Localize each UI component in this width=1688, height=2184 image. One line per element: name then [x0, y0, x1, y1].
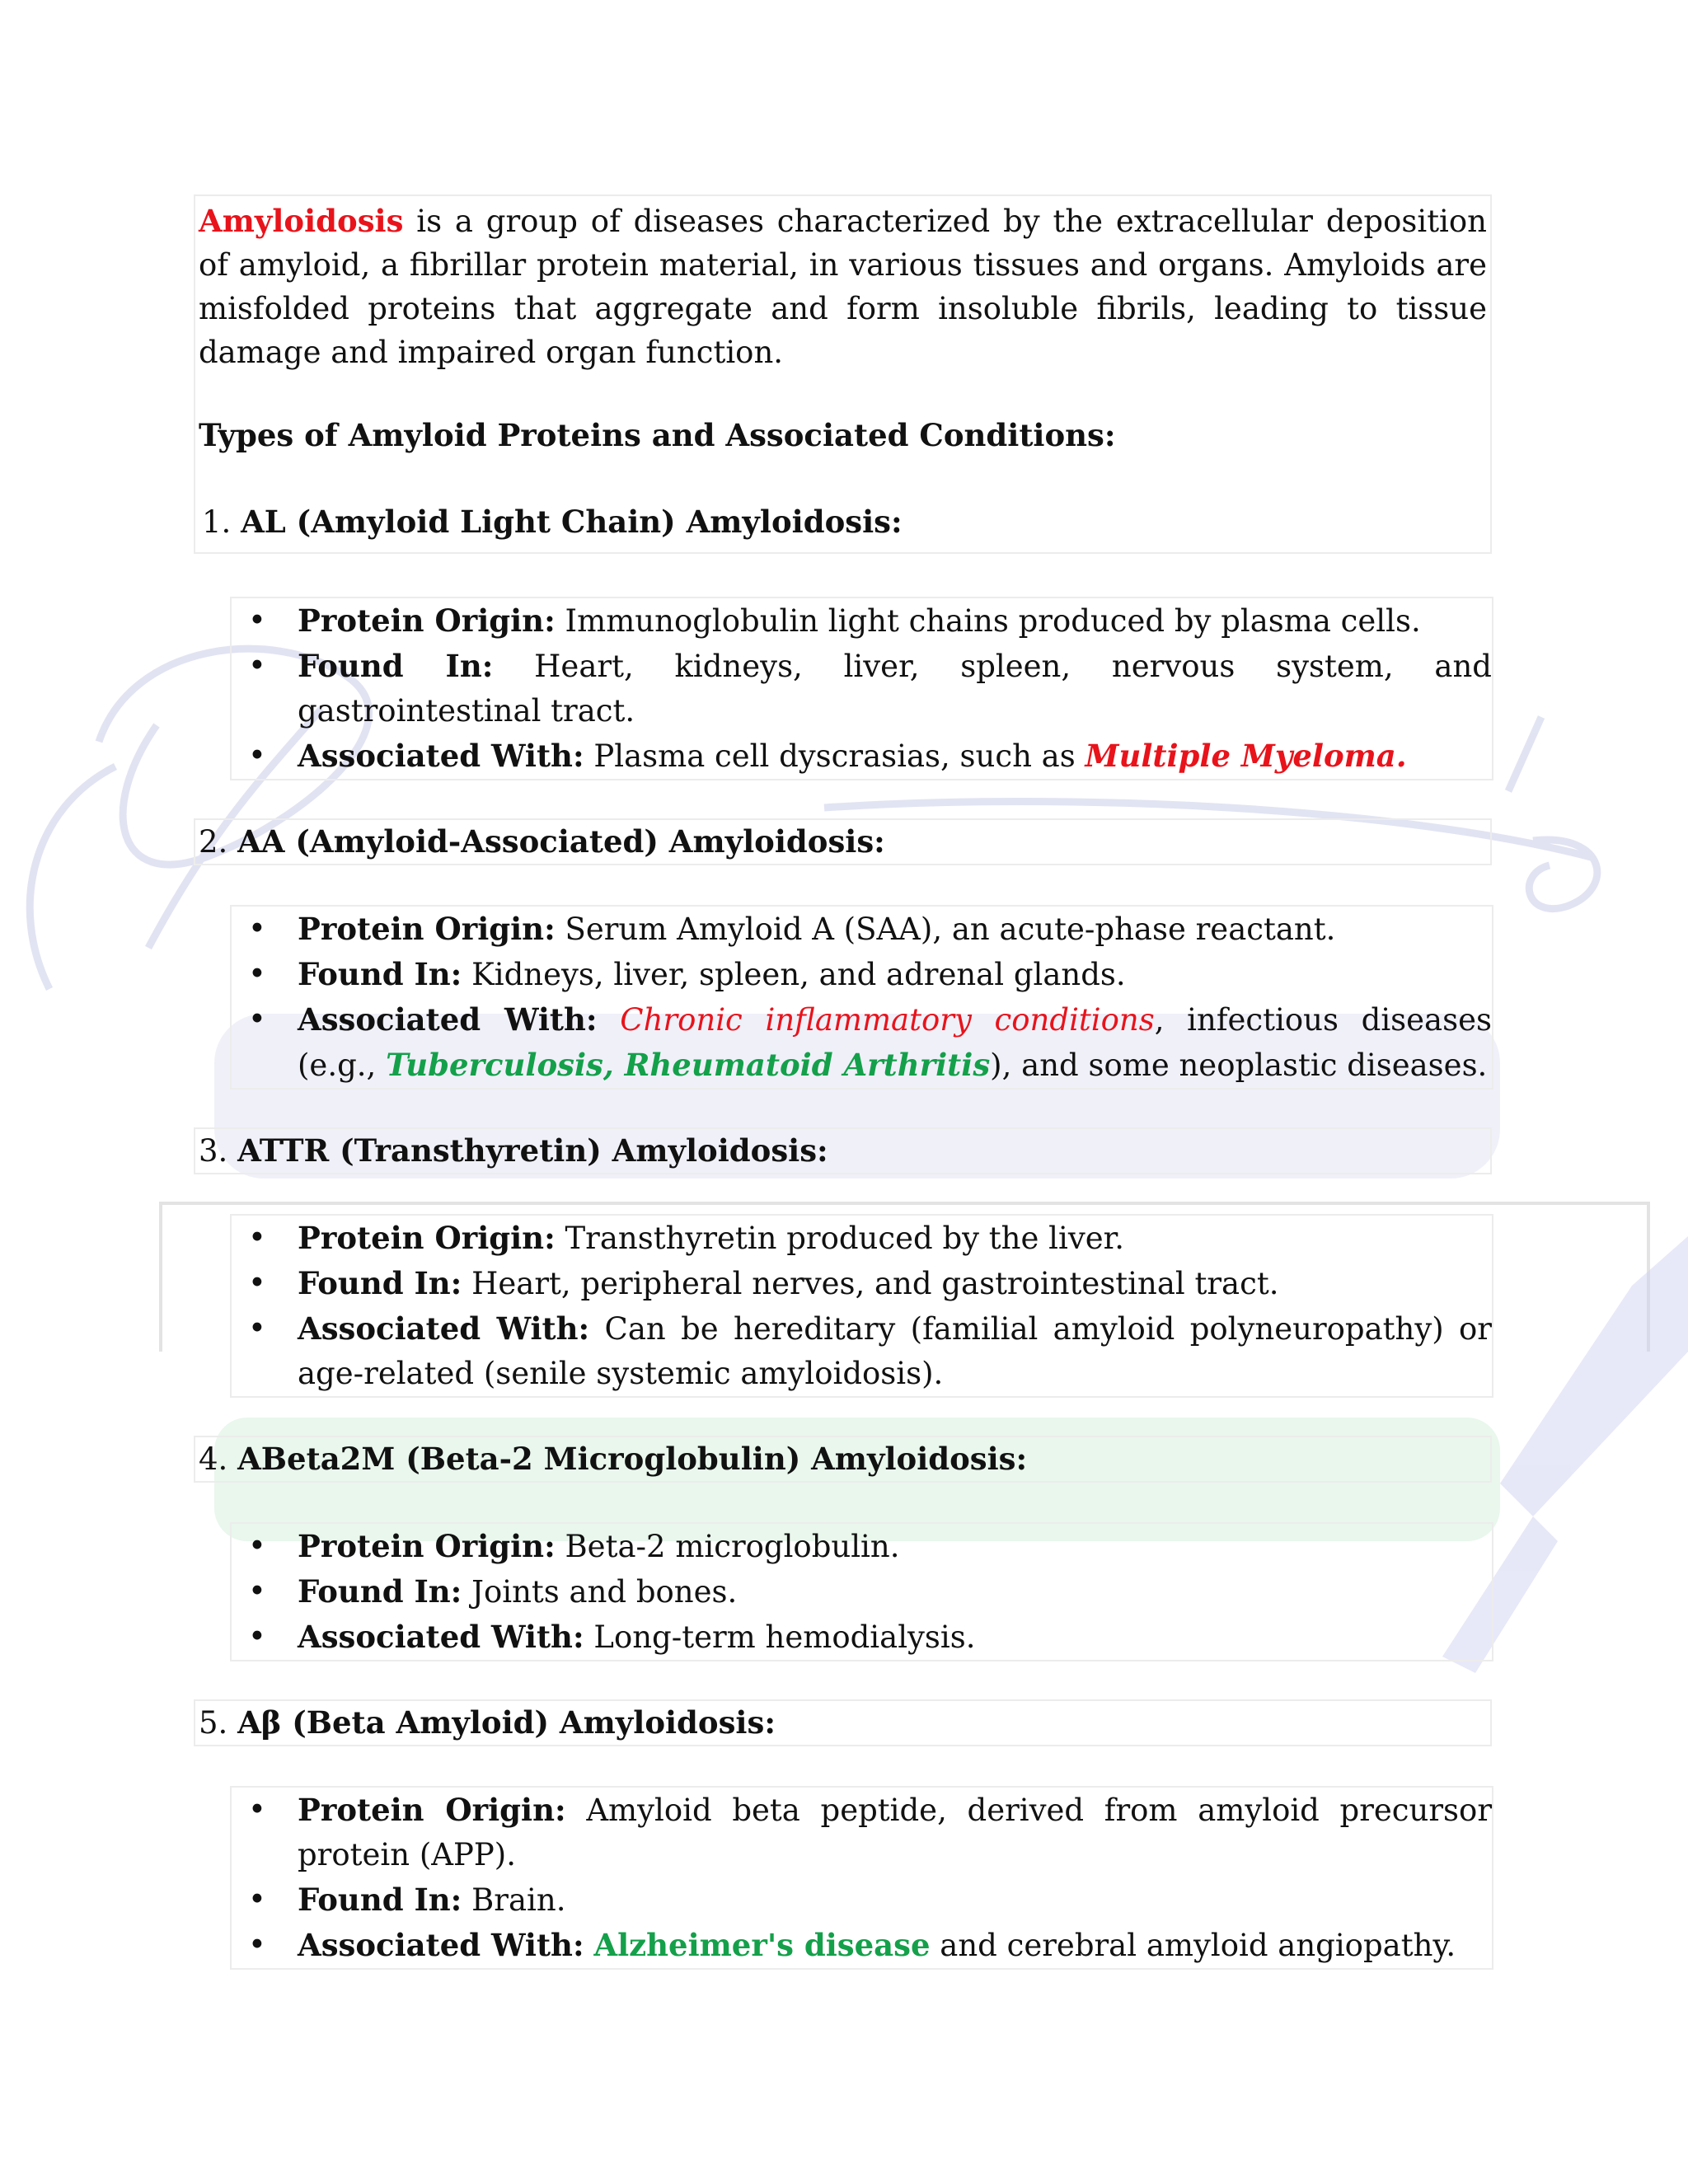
section-title-text: ATTR (Transthyretin) Amyloidosis: [237, 1132, 828, 1169]
item-label: Protein Origin: [298, 602, 556, 639]
item-text: Long-term hemodialysis. [584, 1619, 976, 1655]
bullet: • [248, 602, 266, 638]
item-text: Plasma cell dyscrasias, such as [584, 738, 1085, 774]
highlight-term: Multiple Myeloma. [1085, 738, 1407, 774]
item-label: Protein Origin: [298, 1220, 556, 1256]
list-item [232, 1524, 1492, 1569]
item-text: , infectious diseases (e.g., [298, 1002, 1492, 1083]
item-text: Joints and bones. [462, 1574, 738, 1610]
list-item [232, 997, 1492, 1088]
item-text: Heart, kidneys, liver, spleen, nervous system, and gastrointestinal tract. [298, 649, 1492, 729]
bullet: • [248, 1310, 266, 1346]
item-text: Serum Amyloid A (SAA), an acute-phase reactant. [555, 912, 1336, 947]
highlight-term: Tuberculosis, Rheumatoid Arthritis [386, 1047, 991, 1083]
intro-term: Amyloidosis [199, 203, 404, 239]
item-label: Associated With: [298, 1310, 590, 1347]
document-body [194, 194, 1492, 1970]
bullet: • [248, 1220, 266, 1255]
highlight-term: Chronic inflammatory conditions [620, 1002, 1155, 1038]
bullet: • [248, 1573, 266, 1609]
item-text: Beta-2 microglobulin. [555, 1529, 900, 1564]
section-title-3 [194, 1127, 1492, 1174]
item-label: Associated With: [298, 1927, 584, 1963]
section-title-text: AA (Amyloid-Associated) Amyloidosis: [237, 823, 885, 860]
item-text [584, 1928, 594, 1963]
list-item [232, 1569, 1492, 1615]
list-item [232, 1216, 1492, 1261]
bullet: • [248, 956, 266, 991]
item-label: Associated With: [298, 738, 584, 774]
bullet: • [248, 1882, 266, 1917]
list-item [232, 598, 1492, 644]
bullet: • [248, 1528, 266, 1563]
item-text: and cerebral amyloid angiopathy. [930, 1928, 1456, 1963]
list-item [232, 907, 1492, 952]
section-heading: Types of Amyloid Proteins and Associated Conditions: [199, 417, 1116, 453]
section-4-list [230, 1522, 1493, 1661]
list-item [232, 644, 1492, 733]
section-5-list [230, 1786, 1493, 1970]
highlight-term: Alzheimer's disease [593, 1927, 931, 1963]
list-item [232, 1615, 1492, 1660]
bullet: • [248, 648, 266, 683]
list-item [232, 1923, 1492, 1968]
section-number: 5. [199, 1705, 228, 1741]
list-item [232, 1877, 1492, 1923]
section-number: 2. [199, 824, 228, 860]
intro-text: is a group of diseases characterized by the extracellular deposition of amyloid, a fibrillar protein material, in various tissues and organs. Amyloids are misfolded proteins that aggregate and form insoluble fibrils, leading to tissue damage and impaired organ function. [199, 204, 1487, 370]
bullet: • [248, 1927, 266, 1962]
bullet: • [248, 1792, 266, 1827]
item-label: Protein Origin: [298, 1792, 566, 1828]
list-item [232, 1306, 1492, 1396]
item-text: Amyloid beta peptide, derived from amyloid precursor protein (APP). [298, 1793, 1493, 1872]
section-title-text: Aβ (Beta Amyloid) Amyloidosis: [237, 1704, 776, 1741]
bullet: • [248, 1001, 266, 1037]
section-title-text: AL (Amyloid Light Chain) Amyloidosis: [241, 504, 903, 540]
item-label: Protein Origin: [298, 911, 556, 947]
list-item [232, 1261, 1492, 1306]
section-number: 3. [199, 1133, 228, 1169]
item-text: Immunoglobulin light chains produced by plasma cells. [555, 603, 1421, 639]
item-text: Can be hereditary (familial amyloid polyneuropathy) or age-related (senile systemic amyloidosis). [298, 1311, 1492, 1391]
item-label: Protein Origin: [298, 1528, 556, 1564]
item-text: Kidneys, liver, spleen, and adrenal glands. [462, 957, 1126, 992]
section-title-2 [194, 818, 1492, 865]
bullet: • [248, 1619, 266, 1654]
section-number: 4. [199, 1441, 228, 1477]
item-text [598, 1002, 621, 1038]
section-1-list [230, 597, 1493, 780]
section-title-1 [199, 500, 1487, 544]
item-label: Associated With: [298, 1619, 584, 1655]
item-label: Found In: [298, 1573, 462, 1610]
intro-paragraph [194, 194, 1492, 554]
section-title-text: ABeta2M (Beta-2 Microglobulin) Amyloidosis: [237, 1441, 1028, 1477]
bullet: • [248, 738, 266, 773]
section-number: 1. [202, 504, 232, 540]
item-label: Found In: [298, 648, 494, 684]
section-3-list [230, 1214, 1493, 1398]
section-title-4 [194, 1436, 1492, 1483]
item-text: Brain. [462, 1882, 566, 1918]
list-item [232, 1788, 1492, 1877]
item-label: Associated With: [298, 1001, 598, 1038]
list-item [232, 733, 1492, 779]
list-item [232, 952, 1492, 997]
item-label: Found In: [298, 956, 462, 992]
bullet: • [248, 911, 266, 946]
item-text: ), and some neoplastic diseases. [990, 1047, 1488, 1083]
item-text: Heart, peripheral nerves, and gastrointestinal tract. [462, 1266, 1279, 1301]
item-text: Transthyretin produced by the liver. [555, 1221, 1124, 1256]
item-label: Found In: [298, 1882, 462, 1918]
section-2-list [230, 905, 1493, 1090]
section-title-5 [194, 1699, 1492, 1746]
bullet: • [248, 1265, 266, 1301]
item-label: Found In: [298, 1265, 462, 1301]
